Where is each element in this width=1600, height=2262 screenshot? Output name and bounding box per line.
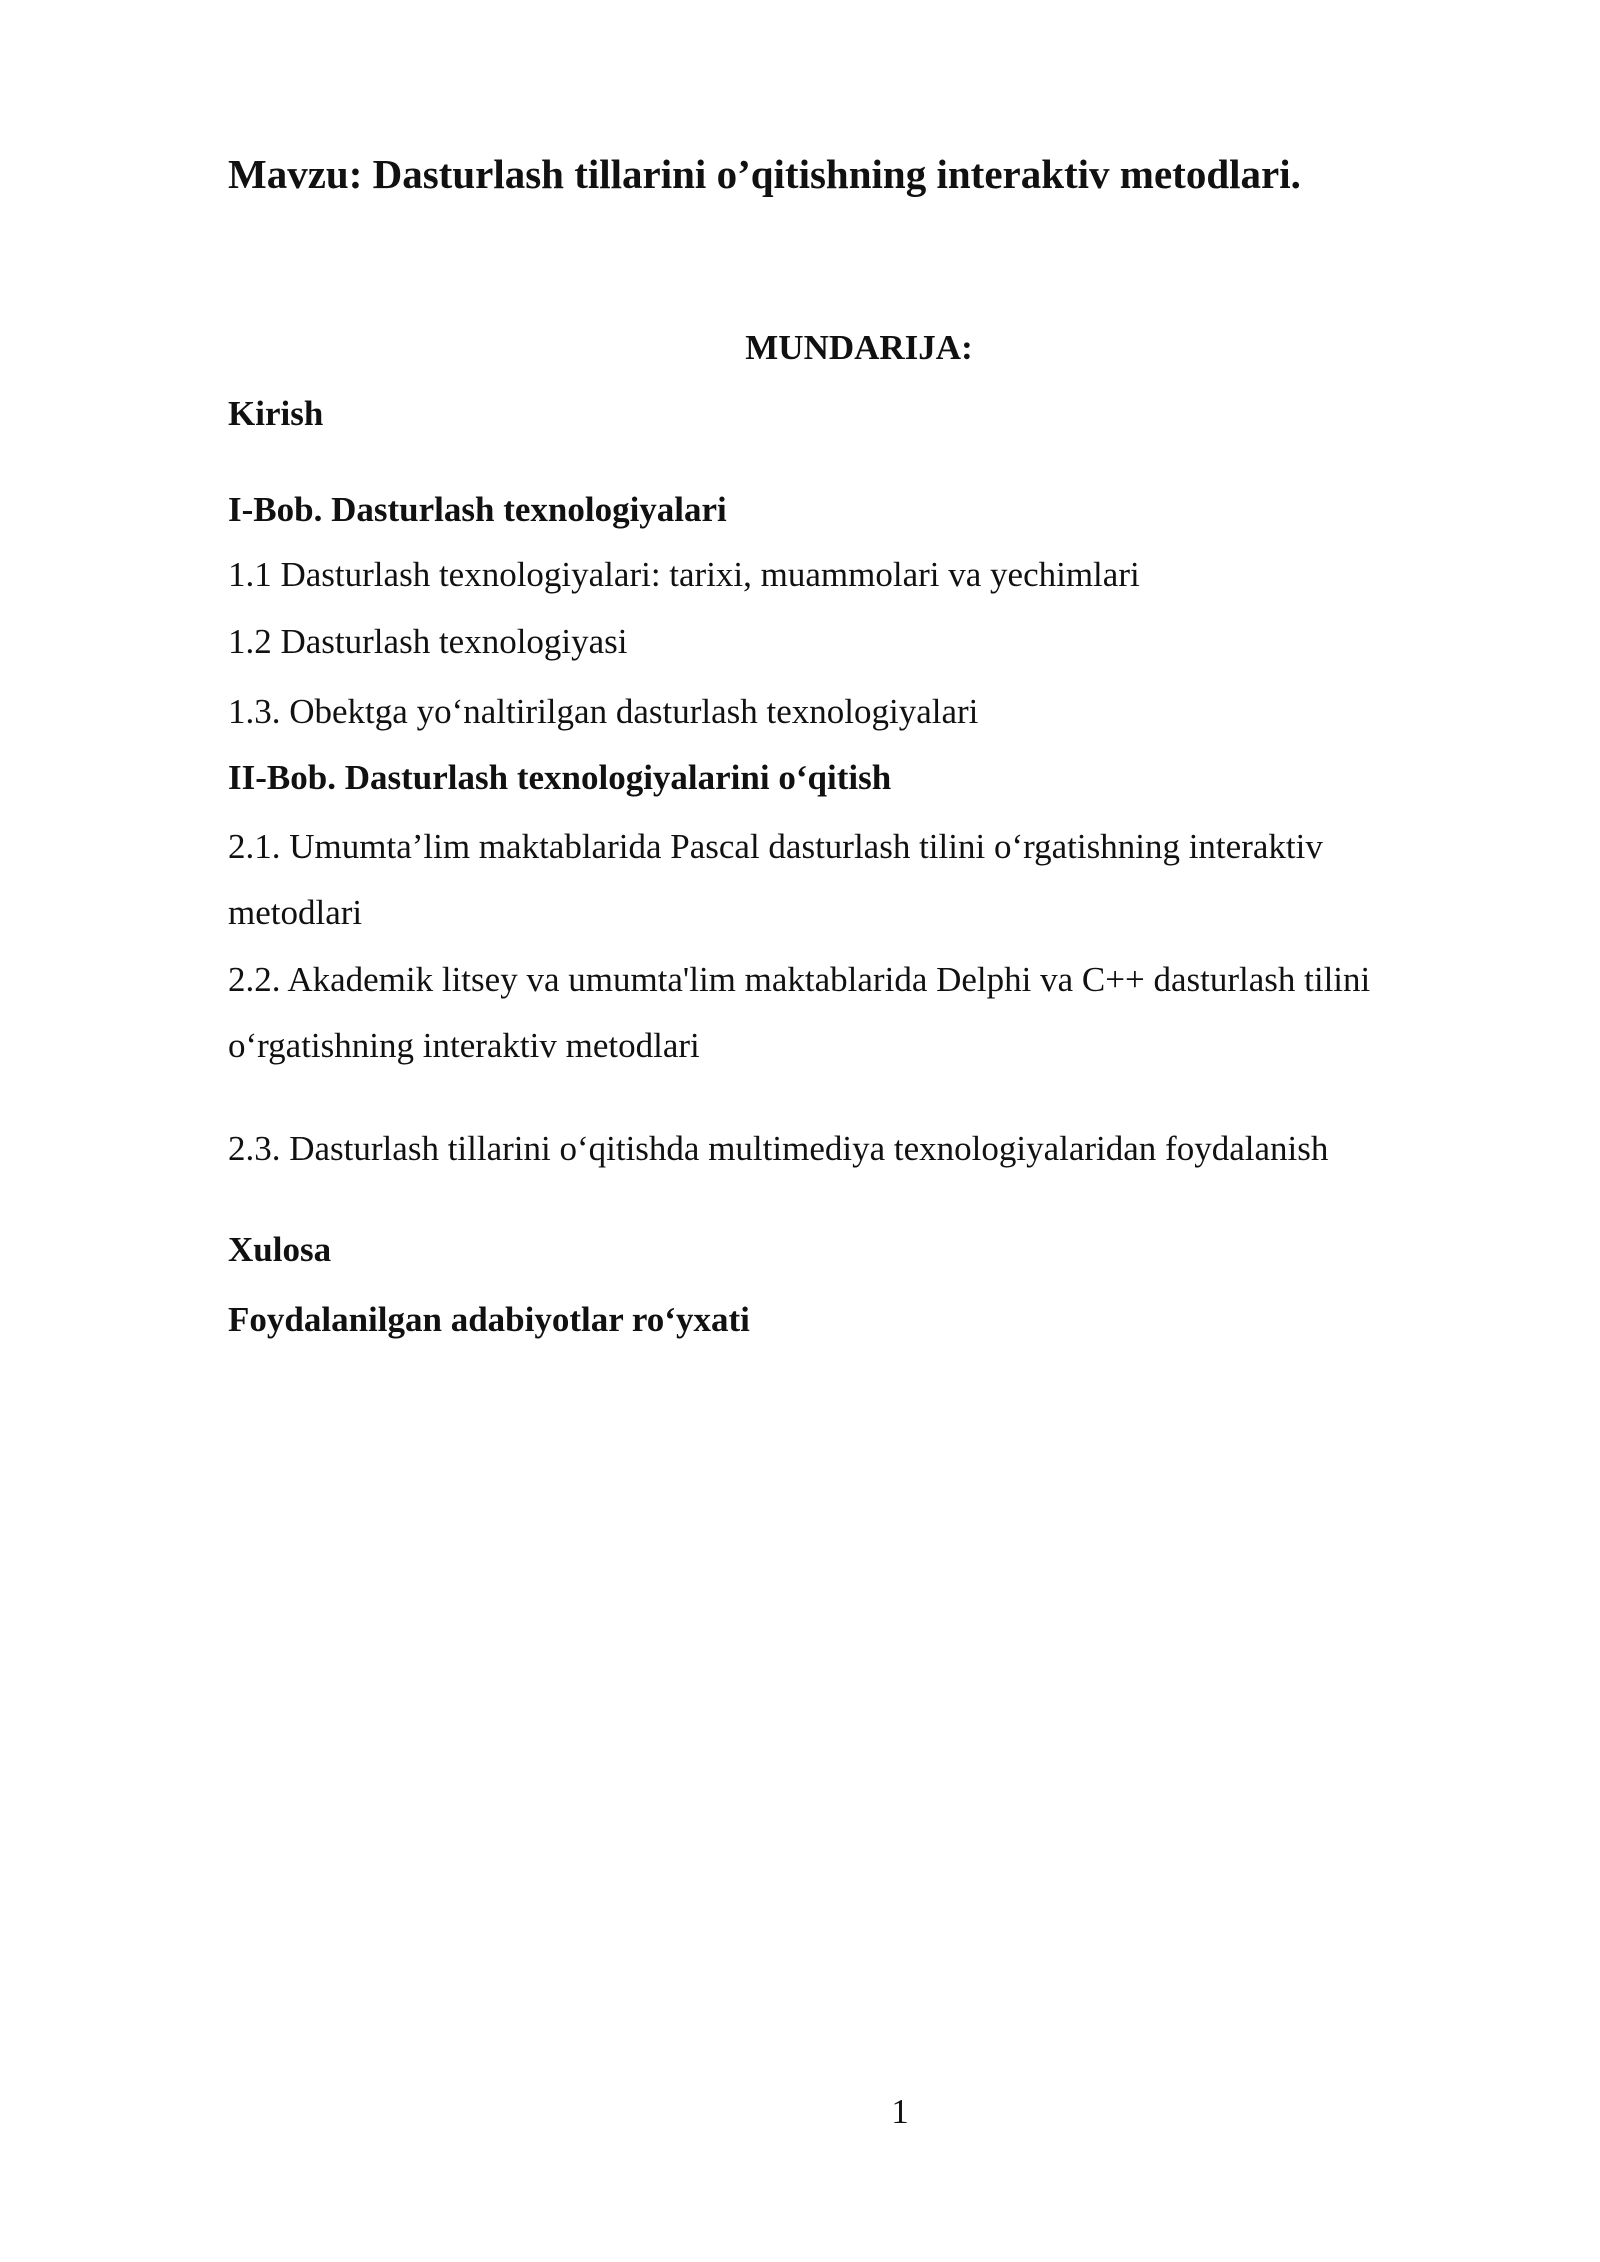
toc-entry-conclusion: Xulosa xyxy=(228,1230,332,1269)
toc-entry-introduction: Kirish xyxy=(228,394,324,433)
toc-section-1-3: 1.3. Obektga yo‘naltirilgan dasturlash texnologiyalari xyxy=(228,692,979,731)
toc-section-2-1: 2.1. Umumta’lim maktablarida Pascal dasturlash tilini o‘rgatishning interaktiv xyxy=(228,827,1323,866)
toc-section-2-1-cont: metodlari xyxy=(228,893,363,932)
toc-section-2-2: 2.2. Akademik litsey va umumta'lim maktablarida Delphi va C++ dasturlash tilini xyxy=(228,960,1371,999)
toc-section-2-2-cont: o‘rgatishning interaktiv metodlari xyxy=(228,1026,700,1065)
toc-heading: MUNDARIJA: xyxy=(745,328,973,367)
toc-chapter-1: I-Bob. Dasturlash texnologiyalari xyxy=(228,490,727,529)
document-title: Mavzu: Dasturlash tillarini o’qitishning interaktiv metodlari. xyxy=(228,151,1301,197)
toc-section-1-1: 1.1 Dasturlash texnologiyalari: tarixi, muammolari va yechimlari xyxy=(228,555,1140,594)
page-number: 1 xyxy=(891,2092,909,2131)
toc-section-1-2: 1.2 Dasturlash texnologiyasi xyxy=(228,622,628,661)
toc-chapter-2: II-Bob. Dasturlash texnologiyalarini o‘qitish xyxy=(228,758,892,797)
toc-section-2-3: 2.3. Dasturlash tillarini o‘qitishda multimediya texnologiyalaridan foydalanish xyxy=(228,1129,1329,1168)
toc-entry-references: Foydalanilgan adabiyotlar ro‘yxati xyxy=(228,1300,750,1339)
